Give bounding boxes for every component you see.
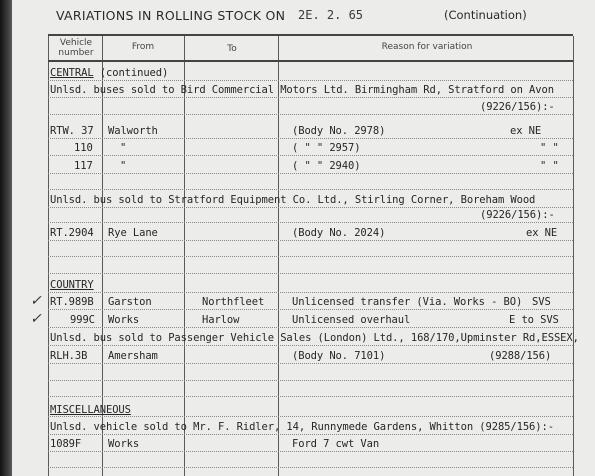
from-garage: " <box>120 160 127 172</box>
reason-text: ( " " 2957) <box>292 142 361 154</box>
sale-line: Unlsd. vehicle sold to Mr. F. Ridler, 14, Runnymede Gardens, Whitton (9285/156):- <box>50 421 554 433</box>
from-garage: Works <box>108 438 140 450</box>
col-to: To <box>227 44 237 54</box>
from-garage: Works <box>108 314 140 326</box>
from-garage: Walworth <box>108 125 158 137</box>
table-border-right <box>573 36 574 476</box>
header-rule <box>48 60 573 62</box>
vehicle-number: RLH.3B <box>50 350 88 362</box>
order-ref: (9226/156):- <box>480 101 555 113</box>
from-garage: " <box>120 142 127 154</box>
vehicle-number: 117 <box>74 160 93 172</box>
vehicle-number: 999C <box>70 314 95 326</box>
status-code: ex NE <box>510 125 542 137</box>
scan-edge <box>0 0 12 476</box>
order-ref: (9226/156):- <box>480 209 555 221</box>
vehicle-number: RT.989B <box>50 296 94 308</box>
from-garage: Garston <box>108 296 152 308</box>
document-sheet <box>12 0 595 476</box>
status-code: " " <box>540 142 559 154</box>
check-mark: ✓ <box>30 311 42 327</box>
status-code: SVS <box>532 296 551 308</box>
reason-text: ( " " 2940) <box>292 160 361 172</box>
table-top-rule <box>48 34 573 36</box>
check-mark: ✓ <box>30 293 42 309</box>
col-reason: Reason for variation <box>381 42 473 52</box>
vehicle-number: 1089F <box>50 438 82 450</box>
sale-line: Unlsd. bus sold to Passenger Vehicle Sales (London) Ltd., 168/170,Upminster Rd,ESSEX, <box>50 332 579 344</box>
reason-text: (Body No. 7101) <box>292 350 386 362</box>
reason-text: Unlicensed transfer (Via. Works - BO) <box>292 296 523 308</box>
vehicle-number: RTW. 37 <box>50 125 94 137</box>
order-ref: (9288/156) <box>489 350 552 362</box>
to-garage: Harlow <box>202 314 240 326</box>
reason-text: Ford 7 cwt Van <box>292 438 380 450</box>
col-vehicle-number: Vehicle number <box>58 38 94 58</box>
section-country: COUNTRY <box>50 279 94 291</box>
vehicle-number: 110 <box>74 142 93 154</box>
from-garage: Amersham <box>108 350 158 362</box>
status-code: " " <box>540 160 559 172</box>
status-code: ex NE <box>526 227 558 239</box>
page-title: VARIATIONS IN ROLLING STOCK ON <box>56 8 286 23</box>
reason-text: (Body No. 2978) <box>292 125 386 137</box>
date-stamp: 2E. 2. 65 <box>298 8 364 22</box>
sale-line: Unlsd. buses sold to Bird Commercial Motors Ltd. Birmingham Rd, Stratford on Avon <box>50 84 554 96</box>
status-code: E to SVS <box>509 314 559 326</box>
section-miscellaneous: MISCELLANEOUS <box>50 404 131 416</box>
continuation-label: (Continuation) <box>444 8 527 22</box>
reason-text: Unlicensed overhaul <box>292 314 411 326</box>
vehicle-number: RT.2904 <box>50 227 94 239</box>
to-garage: Northfleet <box>202 296 265 308</box>
from-garage: Rye Lane <box>108 227 158 239</box>
reason-text: (Body No. 2024) <box>292 227 386 239</box>
section-central: CENTRAL (continued) <box>50 67 169 79</box>
col-from: From <box>131 42 155 52</box>
sale-line: Unlsd. bus sold to Stratford Equipment Co. Ltd., Stirling Corner, Boreham Wood <box>50 194 536 206</box>
